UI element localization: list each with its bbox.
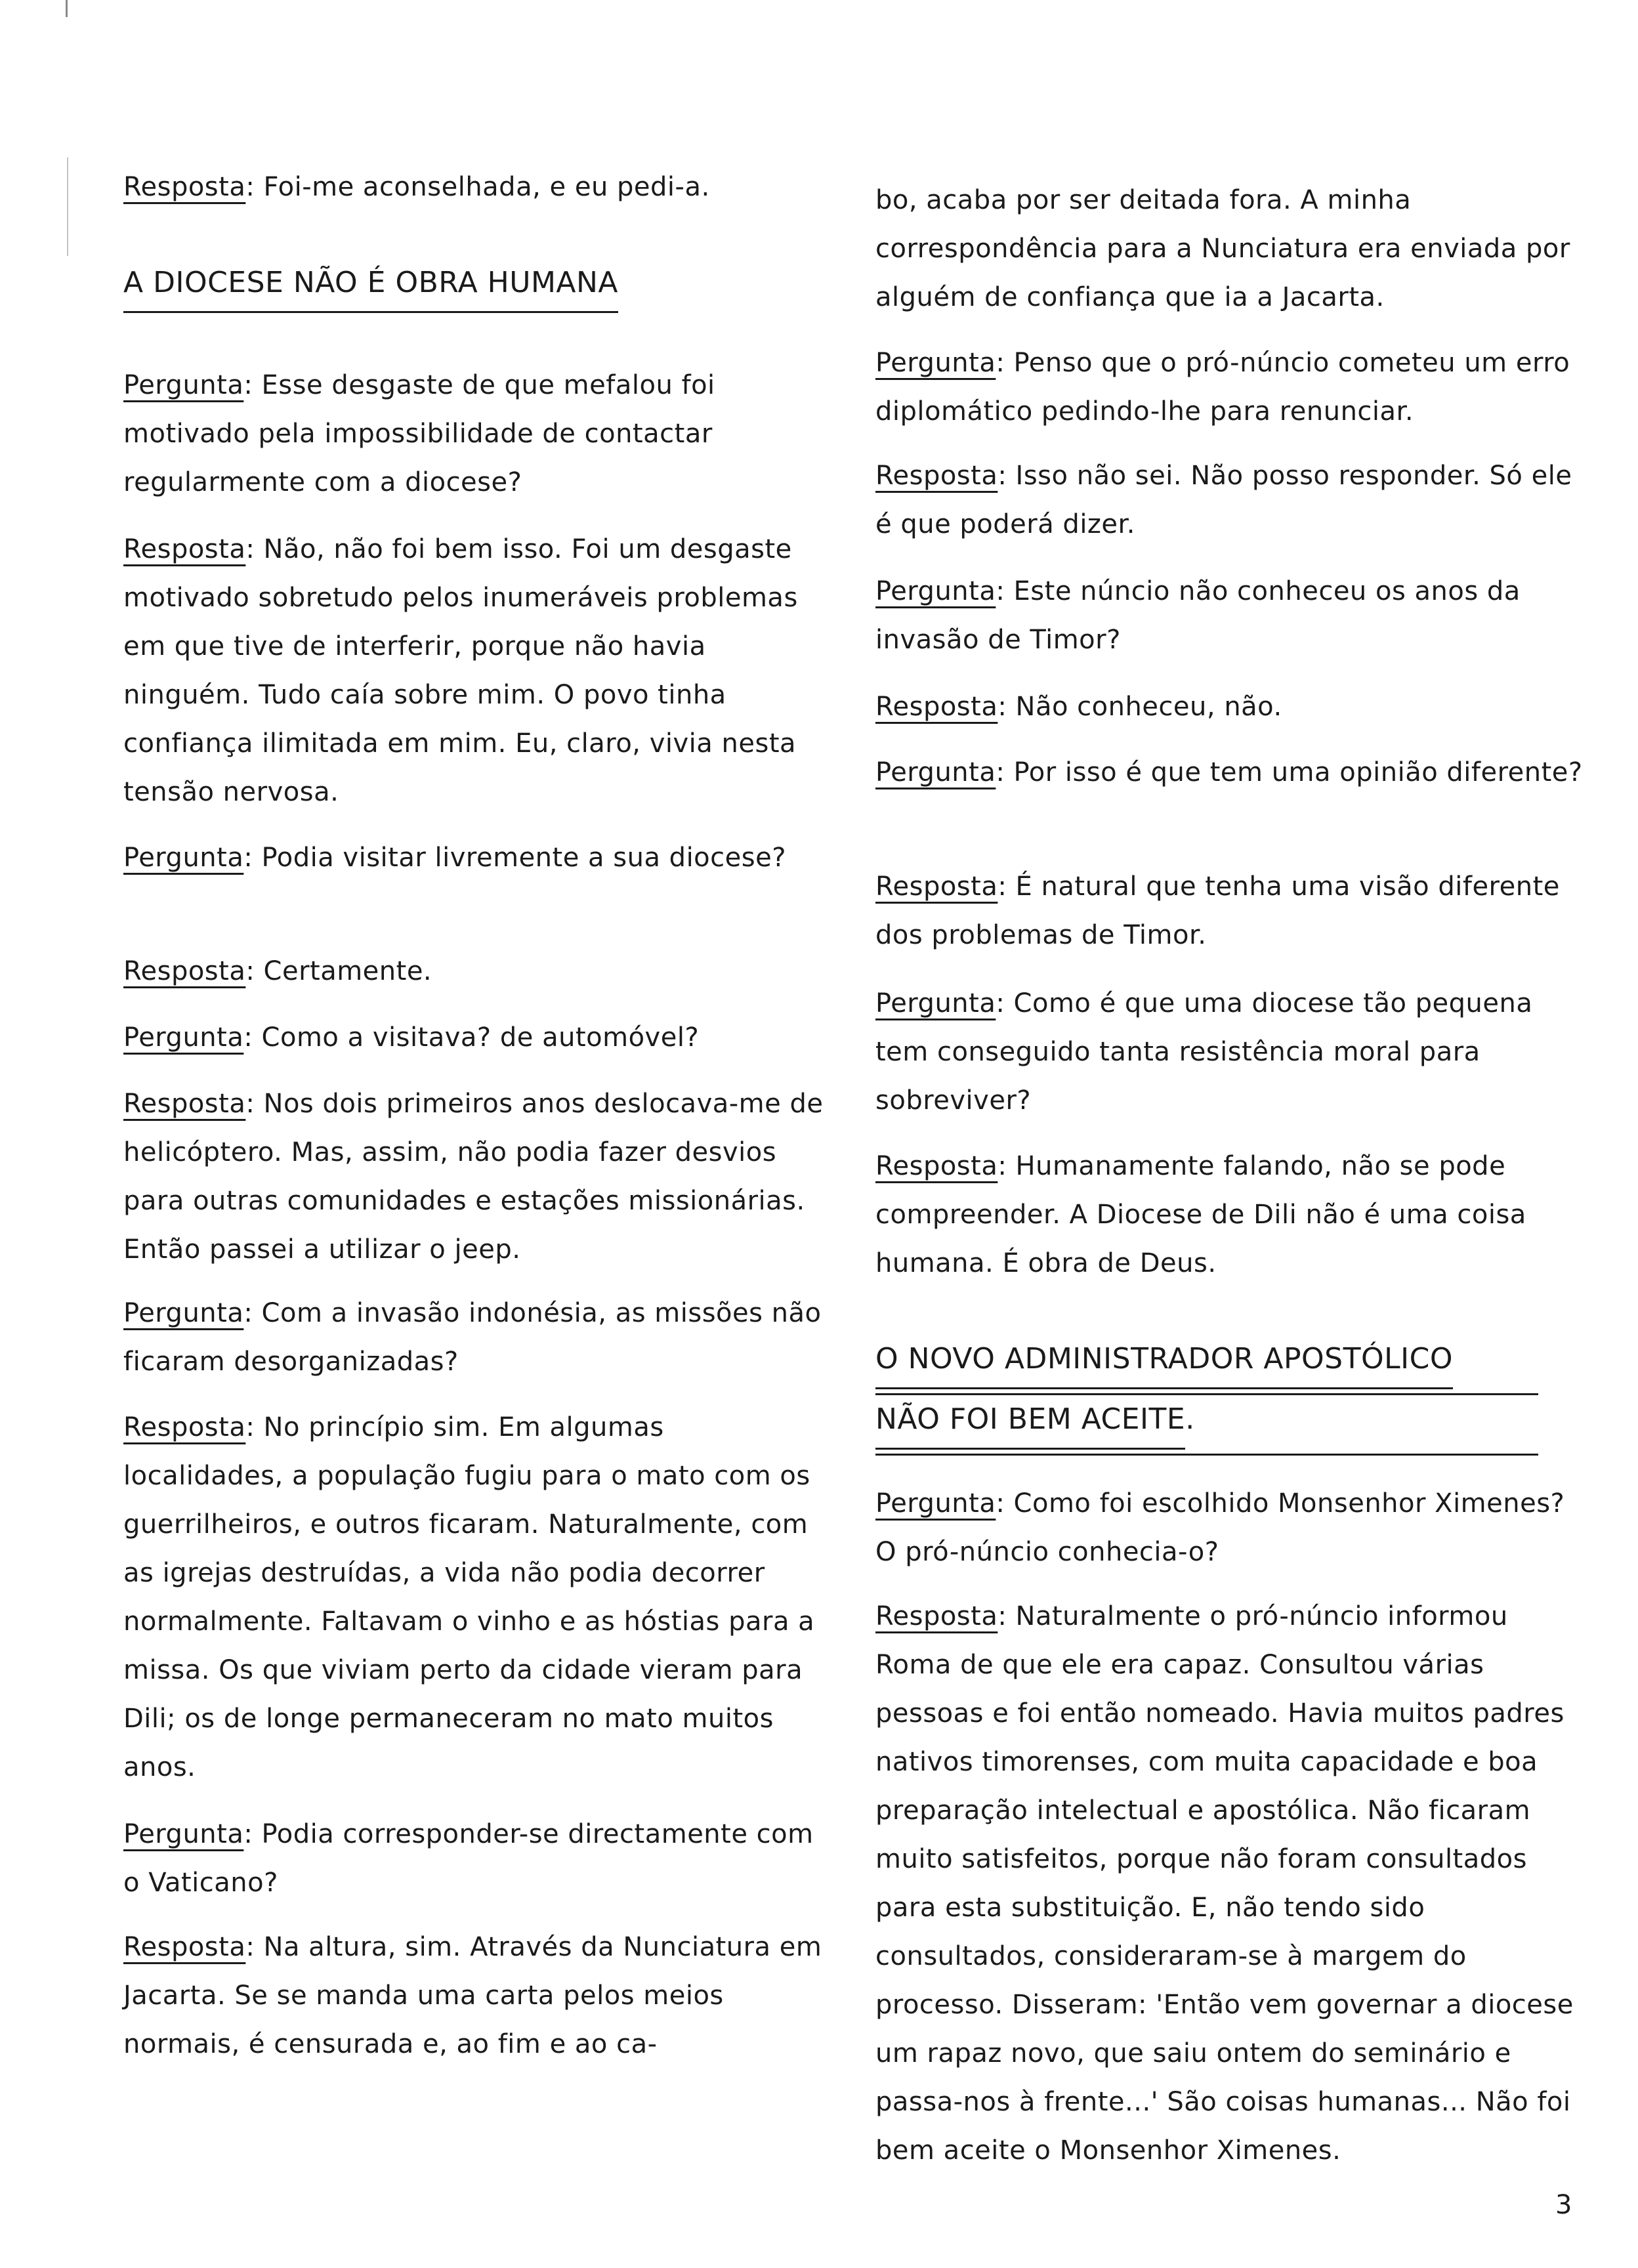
- speaker-label: Pergunta: [875, 1488, 996, 1519]
- interview-answer: [875, 1592, 1592, 2175]
- speaker-label: Resposta: [123, 534, 246, 564]
- paragraph-text: : Como é que uma diocese tão pequena tem conseguido tanta resistência moral para sobreviver?: [875, 988, 1533, 1116]
- paragraph-text: : Como a visitava? de automóvel?: [243, 1022, 700, 1053]
- paragraph-text: : Humanamente falando, não se pode compreender. A Diocese de Dili não é uma coisa humana. É obra de Deus.: [875, 1151, 1526, 1278]
- interview-question: [875, 339, 1592, 436]
- paragraph-text: : É natural que tenha uma visão diferente dos problemas de Timor.: [875, 872, 1560, 950]
- speaker-label: Pergunta: [875, 348, 996, 378]
- interview-question: [875, 979, 1592, 1125]
- section-heading: [123, 259, 618, 313]
- interview-answer: [123, 163, 827, 211]
- interview-answer: [875, 682, 1592, 731]
- heading-line: NÃO FOI BEM ACEITE.: [875, 1395, 1538, 1456]
- interview-question: [123, 1810, 827, 1907]
- paragraph-text: : Esse desgaste de que mefalou foi motivado pela impossibilidade de contactar regularmente com a diocese?: [123, 370, 715, 497]
- interview-question: [123, 1289, 827, 1386]
- continued-paragraph: [875, 176, 1592, 322]
- interview-answer: [875, 452, 1592, 549]
- paragraph-text: : Com a invasão indonésia, as missões não ficaram desorganizadas?: [123, 1298, 822, 1377]
- interview-question: [875, 1479, 1592, 1576]
- interview-question: [123, 361, 827, 507]
- paragraph-text: : Naturalmente o pró-núncio informou Roma de que ele era capaz. Consultou várias pessoas e foi então nomeado. Havia muitos padres nativos timorenses, com muita capacidade e boa preparação intelectual e apostólica. Não ficaram muito satisfeitos, porque não foram consultados para esta substituição. E, não tendo sido consultados, consideraram-se à margem do processo. Disseram: 'Então vem governar a diocese um rapaz novo, que saiu ontem do seminário e passa-nos à frente...' São coisas humanas... Não foi bem aceite o Monsenhor Ximenes.: [875, 1601, 1574, 2166]
- speaker-label: Pergunta: [875, 757, 996, 788]
- interview-answer: [123, 1403, 827, 1792]
- section-heading: [875, 1335, 1538, 1456]
- speaker-label: Resposta: [875, 692, 998, 722]
- paragraph-text: : No princípio sim. Em algumas localidades, a população fugiu para o mato com os guerrilheiros, e outros ficaram. Naturalmente, com as igrejas destruídas, a vida não podia decorrer normalmente. Faltavam o vinho e as hóstias para a missa. Os que viviam perto da cidade vieram para Dili; os de longe permaneceram no mato muitos anos.: [123, 1412, 815, 1782]
- speaker-label: Pergunta: [875, 988, 996, 1018]
- interview-answer: [123, 1923, 827, 2068]
- paragraph-text: : Podia visitar livremente a sua diocese?: [243, 843, 786, 873]
- paragraph-text: : Certamente.: [245, 956, 432, 986]
- scan-mark: [66, 0, 68, 17]
- speaker-label: Pergunta: [123, 1819, 244, 1849]
- speaker-label: Resposta: [123, 172, 246, 202]
- interview-question: [875, 567, 1592, 664]
- paragraph-text: : Nos dois primeiros anos deslocava-me de helicóptero. Mas, assim, não podia fazer desvios para outras comunidades e estações missionárias. Então passei a utilizar o jeep.: [123, 1089, 824, 1265]
- heading-text: A DIOCESE NÃO É OBRA HUMANA: [123, 259, 618, 313]
- speaker-label: Pergunta: [123, 370, 244, 400]
- speaker-label: Resposta: [123, 1412, 246, 1442]
- speaker-label: Resposta: [875, 1601, 998, 1631]
- paragraph-text: : Este núncio não conheceu os anos da invasão de Timor?: [875, 576, 1521, 655]
- interview-question: [123, 1013, 827, 1062]
- paragraph-text: : Podia corresponder-se directamente com o Vaticano?: [123, 1819, 814, 1898]
- paragraph-text: : Por isso é que tem uma opinião diferente?: [996, 757, 1583, 788]
- speaker-label: Resposta: [123, 1089, 246, 1119]
- paragraph-text: : Isso não sei. Não posso responder. Só ele é que poderá dizer.: [875, 461, 1572, 539]
- page-number: 3: [1555, 2190, 1572, 2220]
- interview-answer: [123, 1080, 827, 1274]
- paragraph-text: : Como foi escolhido Monsenhor Ximenes? O pró-núncio conhecia-o?: [875, 1488, 1565, 1567]
- interview-answer: [123, 525, 827, 816]
- paragraph-text: : Na altura, sim. Através da Nunciatura em Jacarta. Se se manda uma carta pelos meios normais, é censurada e, ao fim e ao ca-: [123, 1932, 822, 2059]
- paragraph-text: bo, acaba por ser deitada fora. A minha correspondência para a Nunciatura era enviada por alguém de confiança que ia a Jacarta.: [875, 185, 1570, 312]
- paragraph-text: : Foi-me aconselhada, e eu pedi-a.: [245, 172, 710, 202]
- interview-answer: [875, 862, 1592, 959]
- heading-line: O NOVO ADMINISTRADOR APOSTÓLICO: [875, 1335, 1538, 1395]
- paragraph-text: : Não, não foi bem isso. Foi um desgaste motivado sobretudo pelos inumeráveis problemas em que tive de interferir, porque não havia ninguém. Tudo caía sobre mim. O povo tinha confiança ilimitada em mim. Eu, claro, vivia nesta tensão nervosa.: [123, 534, 798, 807]
- speaker-label: Resposta: [123, 956, 246, 986]
- speaker-label: Pergunta: [123, 1022, 244, 1053]
- interview-question: [123, 833, 827, 882]
- interview-answer: [123, 947, 827, 996]
- speaker-label: Pergunta: [875, 576, 996, 606]
- interview-answer: [875, 1142, 1592, 1288]
- speaker-label: Resposta: [875, 872, 998, 902]
- speaker-label: Resposta: [875, 1151, 998, 1181]
- interview-question: [875, 748, 1592, 797]
- speaker-label: Resposta: [875, 461, 998, 491]
- paragraph-text: : Não conheceu, não.: [998, 692, 1282, 722]
- speaker-label: Pergunta: [123, 1298, 244, 1328]
- paragraph-text: : Penso que o pró-núncio cometeu um erro diplomático pedindo-lhe para renunciar.: [875, 348, 1570, 427]
- speaker-label: Resposta: [123, 1932, 246, 1962]
- scan-mark: [67, 158, 68, 256]
- speaker-label: Pergunta: [123, 843, 244, 873]
